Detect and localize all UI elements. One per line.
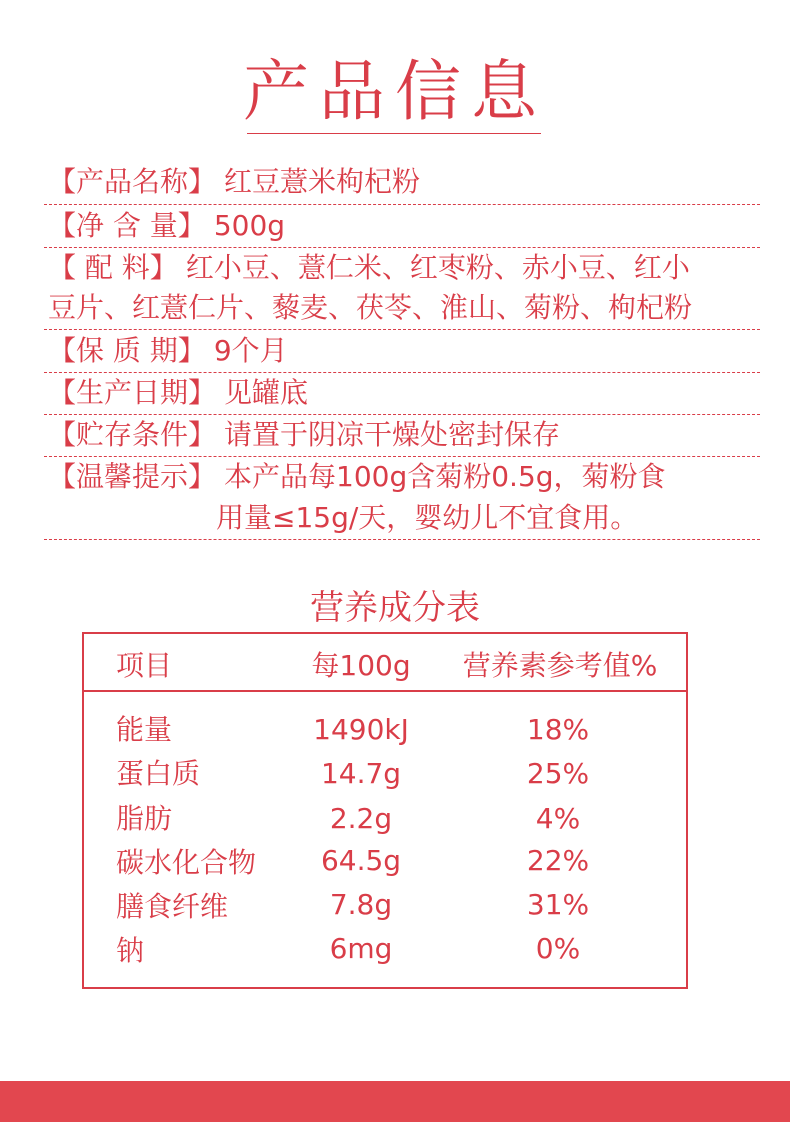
info-row-net-weight [48,206,760,246]
table-row-name: 膳食纤维 [116,890,229,923]
info-value: 见罐底 [224,376,309,409]
table-row-nrv: 22% [526,844,590,877]
table-row-name: 碳水化合物 [116,846,257,879]
table-row-name: 能量 [116,713,173,746]
table-row-name: 钠 [116,934,145,967]
nutrition-header-divider [82,690,688,692]
info-label: 【生产日期】 [48,376,217,409]
table-row-amount: 1490kJ [313,713,409,746]
table-row-amount: 6mg [329,932,393,965]
info-value: 红豆薏米枸杞粉 [224,165,421,198]
info-row-name [48,162,760,202]
table-row-nrv: 0% [535,932,581,965]
info-value: 500g [213,209,286,242]
info-value: 请置于阴凉干燥处密封保存 [224,418,561,451]
title-underline [247,133,541,134]
info-row-shelf-life [48,331,760,371]
info-label: 【 配 料】 [48,251,178,284]
footer-bar [0,1081,790,1122]
table-row-amount: 7.8g [329,888,393,921]
info-label: 【产品名称】 [48,165,217,198]
table-row-name: 蛋白质 [116,757,201,790]
table-row-amount: 14.7g [320,757,402,790]
info-value: 9个月 [213,334,288,367]
info-label: 【净 含 量】 [48,209,206,242]
divider [44,329,760,330]
info-row-ingredients-cont [48,288,760,328]
page-title: 产品信息 [243,53,547,130]
header-item: 项目 [116,649,173,682]
table-row-nrv: 4% [535,802,581,835]
table-row-nrv: 31% [526,888,590,921]
info-label: 【温馨提示】 [48,460,217,493]
table-row-name: 脂肪 [116,802,173,835]
header-per-100g: 每100g [311,649,411,682]
info-row-production-date [48,373,760,413]
info-label: 【保 质 期】 [48,334,206,367]
divider [44,204,760,205]
table-row-nrv: 25% [526,757,590,790]
info-value: 用量≤15g/天，婴幼儿不宜食用。 [216,501,639,534]
info-row-tips [48,457,760,497]
info-value: 红小豆、薏仁米、红枣粉、赤小豆、红小 [185,251,690,284]
info-row-storage [48,415,760,455]
table-row-amount: 64.5g [320,844,402,877]
info-value: 本产品每100g含菊粉0.5g，菊粉食 [224,460,666,493]
header-nrv: 营养素参考值% [462,649,658,682]
table-row-nrv: 18% [526,713,590,746]
info-label: 【贮存条件】 [48,418,217,451]
info-row-ingredients [48,248,760,288]
divider [44,539,760,540]
nutrition-title: 营养成分表 [310,588,480,628]
info-value: 豆片、红薏仁片、藜麦、茯苓、淮山、菊粉、枸杞粉 [48,291,693,324]
table-row-amount: 2.2g [329,802,393,835]
info-row-tips-cont [216,498,756,538]
